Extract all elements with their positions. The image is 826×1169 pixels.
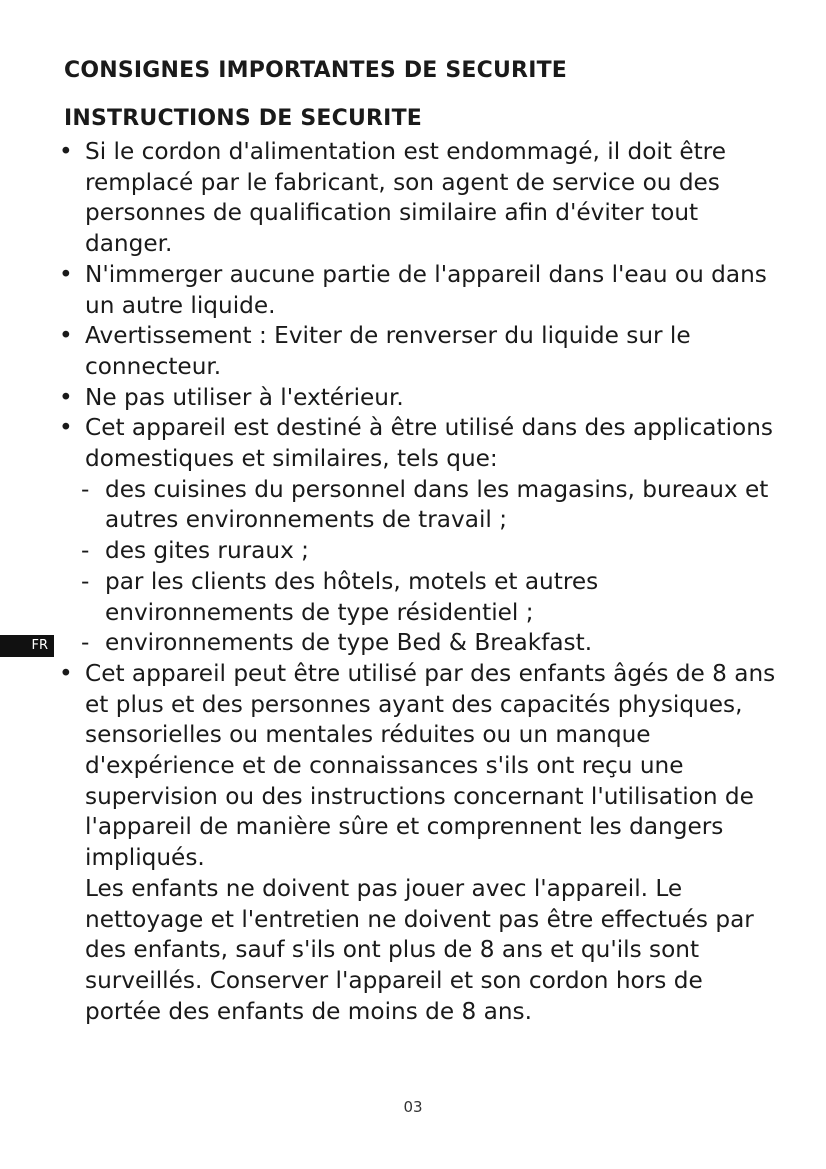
dash-icon: - [81,475,90,503]
list-item-text: Cet appareil peut être utilisé par des enfants âgés de 8 ans et plus et des personnes ayant des capacités physiques, sensorielles ou mentales réduites ou un manque d'expérience et de connaissances s'ils ont reçu une supervision ou des instructions concernant l'utilisation de l'appareil de manière sûre et comprennent les dangers impliqués. [85,659,776,872]
section-heading: INSTRUCTIONS DE SECURITE [64,106,423,131]
sub-list-item [59,475,779,536]
dash-icon: - [81,537,90,565]
list-item-continuation: Les enfants ne doivent pas jouer avec l'appareil. Le nettoyage et l'entretien ne doivent pas être effectués par des enfants, sauf s'ils ont plus de 8 ans et qu'ils sont surveillés. Conserver l'appareil et son cordon hors de portée des enfants de moins de 8 ans. [85,874,754,1025]
dash-icon: - [81,629,90,657]
list-item [59,137,779,260]
bullet-icon: • [59,659,73,687]
safety-instructions [59,137,779,1027]
sub-list-item-text: par les clients des hôtels, motels et autres environnements de type résidentiel ; [105,567,599,626]
sub-list-item [59,536,779,567]
sub-list-item [59,628,779,659]
list-item [59,659,779,1027]
list-item [59,260,779,321]
page-heading: CONSIGNES IMPORTANTES DE SECURITE [64,58,568,83]
bullet-icon: • [59,260,73,288]
list-item [59,321,779,382]
list-item-text: Cet appareil est destiné à être utilisé dans des applications domestiques et similaires, tels que: [85,414,773,473]
bullet-icon: • [59,383,73,411]
list-item-text: Avertissement : Eviter de renverser du liquide sur le connecteur. [85,322,691,380]
list-item [59,383,779,414]
sub-list-item [59,567,779,628]
dash-icon: - [81,567,90,595]
list-item-text: Si le cordon d'alimentation est endommagé, il doit être remplacé par le fabricant, son agent de service ou des personnes de qualification similaire afin d'éviter tout danger. [85,138,726,258]
bullet-icon: • [59,138,73,165]
bullet-icon: • [59,414,73,442]
usage-sublist [59,475,779,659]
list-item [59,413,779,474]
sub-list-item-text: environnements de type Bed & Breakfast. [105,629,593,657]
page-number: 03 [403,1098,423,1116]
sub-list-item-text: des cuisines du personnel dans les magasins, bureaux et autres environnements de travail ; [105,475,769,534]
list-item-text: N'immerger aucune partie de l'appareil dans l'eau ou dans un autre liquide. [85,260,767,319]
list-item-text: Ne pas utiliser à l'extérieur. [85,383,404,411]
language-tab: FR [0,635,54,657]
bullet-icon: • [59,322,73,350]
sub-list-item-text: des gites ruraux ; [105,537,309,565]
